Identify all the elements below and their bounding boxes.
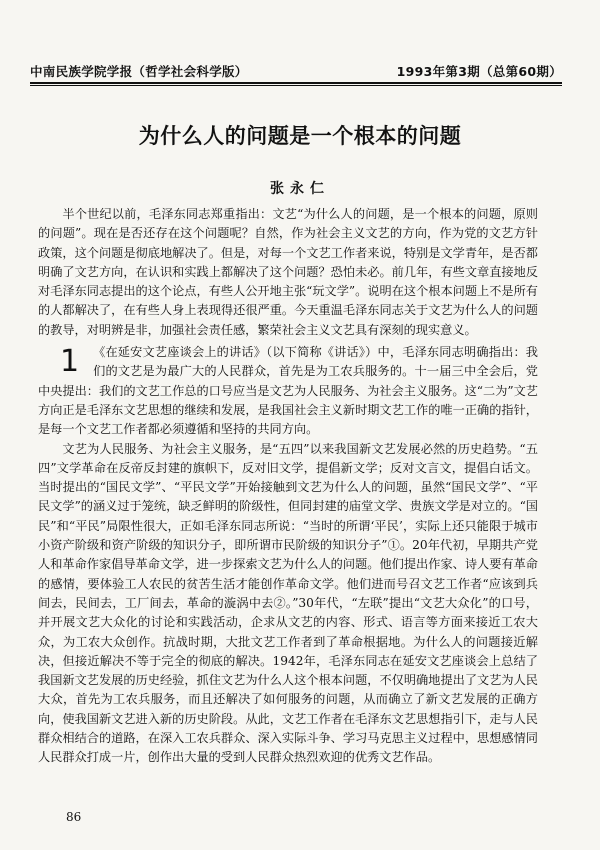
journal-name: 中南民族学院学报（哲学社会科学版） bbox=[30, 64, 248, 79]
page-number: 86 bbox=[66, 810, 82, 824]
article-title: 为什么人的问题是一个根本的问题 bbox=[138, 124, 462, 148]
section-number: 1 bbox=[60, 344, 80, 380]
intro-paragraph: 半个世纪以前，毛泽东同志郑重指出：文艺“为什么人的问题，是一个根本的问题，原则的问题”。现在是否还存在这个问题呢？自然，作为社会主义文艺的方向，作为党的文艺方针政策，这个问题是彻底地解决了。但是，对每一个文艺工作者来说，特别是文学青年，是否都明确了文艺方向，在认识和实践上都解决了这个问题？恐怕未必。前几年，有些文章直接地反对毛泽东同志提出的这个论点，有些人公开地主张“玩文学”。说明在这个根本问题上不是所有的人都解决了，在有些人身上表现得还很严重。今天重温毛泽东同志关于文艺为什么人的问题的教导，对明辨是非，加强社会责任感，繁荣社会主义文艺具有深刻的现实意义。 bbox=[38, 207, 538, 337]
section-1-paragraph-2: 文艺为人民服务、为社会主义服务，是“五四”以来我国新文艺发展必然的历史趋势。“五四”文学革命在反帝反封建的旗帜下，反对旧文学，提倡新文学；反对文言文，提倡白话文。当时提出的“国民文学”、“平民文学”开始接触到文艺为什么人的问题，虽然“国民文学”、“平民文学”的涵义过于笼统，缺乏鲜明的阶级性，但同封建的庙堂文学、贵族文学是对立的。“国民”和“平民”局限性很大，正如毛泽东同志所说：“当时的所谓‘平民’，实际上还只能限于城市小资产阶级和资产阶级的知识分子，即所谓市民阶级的知识分子”①。20年代初，早期共产党人和革命作家倡导革命文学，进一步探索文艺为什么人的问题。他们提出作家、诗人要有革命的感情，要体验工人农民的贫苦生活才能创作革命文学。他们进而号召文艺工作者“应该到兵间去，民间去，工厂间去，革命的漩涡中去②。”30年代，“左联”提出“文艺大众化”的口号，并开展文艺大众化的讨论和实践活动，企求从文艺的内容、形式、语言等方面来接近工农大众，为工农大众创作。抗战时期，大批文艺工作者到了革命根据地。为什么人的问题接近解决，但接近解决不等于完全的彻底的解决。1942年，毛泽东同志在延安文艺座谈会上总结了我国新文艺发展的历史经验，抓住文艺为什么人这个根本问题，不仅明确地提出了文艺为人民大众，首先为工农兵服务，而且还解决了如何服务的问题，从而确立了新文艺发展的正确方向，使我国新文艺进入新的历史阶段。从此，文艺工作者在毛泽东文艺思想指引下，走与人民群众相结合的道路，在深入工农兵群众、深入实际斗争、学习马克思主义过程中，思想感情同人民群众打成一片，创作出大量的受到人民群众热烈欢迎的优秀文艺作品。 bbox=[38, 441, 539, 765]
header-rule-thin bbox=[30, 85, 562, 86]
running-header bbox=[30, 62, 562, 80]
article-author: 张永仁 bbox=[270, 181, 330, 197]
article-body bbox=[38, 205, 538, 768]
header-rule bbox=[30, 82, 562, 84]
section-1-text: 《在延安文艺座谈会上的讲话》（以下简称《讲话》）中，毛泽东同志明确指出：我们的文艺是为最广大的人民群众，首先是为工农兵服务的。十一届三中全会后，党中央提出：我们的文艺工作总的口号应当是文艺为人民服务、为社会主义服务。这“二为”文艺方向正是毛泽东文艺思想的继续和发展，是我国社会主义新时期文艺工作的唯一正确的指针，是每一个文艺工作者都必须遵循和坚持的共同方向。 bbox=[38, 345, 538, 437]
section-1-paragraph-1 bbox=[38, 343, 538, 439]
issue-info: 1993年第3期（总第60期） bbox=[396, 64, 562, 79]
